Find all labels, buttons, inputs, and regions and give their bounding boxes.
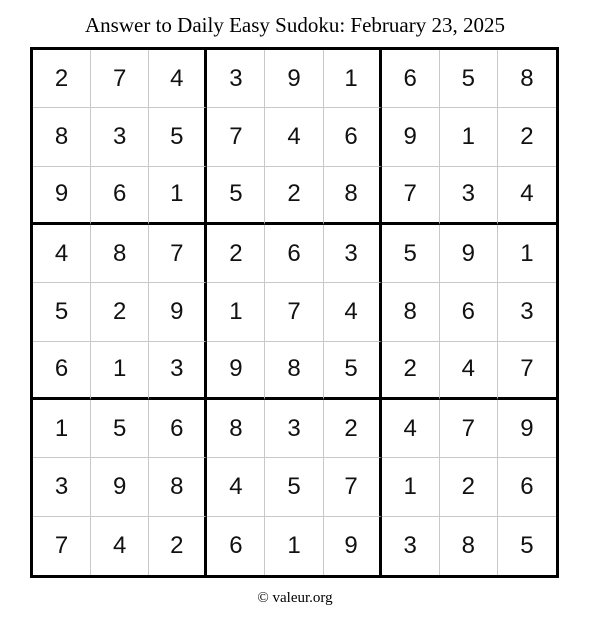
sudoku-cell: 9: [265, 50, 323, 108]
sudoku-cell: 1: [207, 283, 265, 341]
sudoku-cell: 5: [520, 531, 534, 559]
sudoku-cell: 7: [149, 225, 207, 283]
sudoku-cell: 6: [91, 167, 149, 225]
sudoku-cell: 9: [149, 283, 207, 341]
sudoku-cell: 1: [149, 167, 207, 225]
sudoku-cell: 6: [382, 50, 440, 108]
sudoku-cell: 6: [498, 458, 556, 516]
sudoku-cell: 1: [265, 517, 323, 575]
sudoku-cell: 2: [207, 225, 265, 283]
sudoku-cell: 6: [207, 517, 265, 575]
sudoku-cell: 6: [440, 283, 498, 341]
sudoku-cell: 3: [498, 283, 556, 341]
sudoku-cell: 2: [382, 342, 440, 400]
sudoku-cell: 1: [498, 225, 556, 283]
sudoku-cell: 3: [324, 225, 382, 283]
sudoku-cell: 9: [91, 458, 149, 516]
sudoku-cell: 2: [440, 458, 498, 516]
sudoku-cell: 3: [382, 517, 440, 575]
sudoku-cell: 4: [265, 108, 323, 166]
page-title: Answer to Daily Easy Sudoku: February 23, 2025: [85, 13, 505, 37]
sudoku-cell: 9: [207, 342, 265, 400]
sudoku-cell: 5: [91, 400, 149, 458]
sudoku-cell: 7: [382, 167, 440, 225]
sudoku-cell: 7: [33, 517, 91, 575]
sudoku-cell: 2: [149, 517, 207, 575]
sudoku-cell: 1: [91, 342, 149, 400]
sudoku-cell: 4: [382, 400, 440, 458]
copyright-footer: © valeur.org: [257, 590, 333, 606]
sudoku-cell: 7: [324, 458, 382, 516]
sudoku-cell: 8: [33, 108, 91, 166]
sudoku-cell: 9: [324, 517, 382, 575]
sudoku-cell: 2: [324, 400, 382, 458]
sudoku-cell: 1: [440, 108, 498, 166]
sudoku-cell: 3: [207, 50, 265, 108]
sudoku-cell: 7: [265, 283, 323, 341]
sudoku-cell: 6: [33, 342, 91, 400]
sudoku-cell: 8: [265, 342, 323, 400]
sudoku-cell: 8: [498, 50, 556, 108]
sudoku-cell: 5: [149, 108, 207, 166]
sudoku-cell: 4: [324, 283, 382, 341]
sudoku-cell: 9: [382, 108, 440, 166]
sudoku-cell: 5: [33, 283, 91, 341]
sudoku-cell: 9: [440, 225, 498, 283]
sudoku-cell: 9: [33, 167, 91, 225]
sudoku-cell: 8: [207, 400, 265, 458]
sudoku-cell: 8: [91, 225, 149, 283]
sudoku-board: [30, 47, 559, 578]
sudoku-cell: 2: [265, 167, 323, 225]
sudoku-cell: 6: [265, 225, 323, 283]
sudoku-cell: 4: [498, 167, 556, 225]
sudoku-cell: 5: [207, 167, 265, 225]
sudoku-cell: 7: [440, 400, 498, 458]
sudoku-cell: 9: [498, 400, 556, 458]
sudoku-cell: 2: [91, 283, 149, 341]
sudoku-cell: 3: [91, 108, 149, 166]
sudoku-cell: 5: [440, 50, 498, 108]
sudoku-cell: 3: [440, 167, 498, 225]
sudoku-cell: 2: [498, 108, 556, 166]
sudoku-cell: 7: [498, 342, 556, 400]
sudoku-cell: 3: [265, 400, 323, 458]
sudoku-cell: 5: [324, 342, 382, 400]
sudoku-cell: 8: [440, 517, 498, 575]
sudoku-cell: 2: [33, 50, 91, 108]
sudoku-cell: 8: [324, 167, 382, 225]
sudoku-cell: 1: [33, 400, 91, 458]
sudoku-cell: 3: [33, 458, 91, 516]
sudoku-cell: 4: [91, 517, 149, 575]
sudoku-cell: 6: [324, 108, 382, 166]
sudoku-cell: 4: [440, 342, 498, 400]
sudoku-cell: 7: [91, 50, 149, 108]
sudoku-cell: 4: [207, 458, 265, 516]
sudoku-cell: 3: [149, 342, 207, 400]
sudoku-cell: 5: [265, 458, 323, 516]
sudoku-cell: 5: [382, 225, 440, 283]
sudoku-cell: 4: [33, 225, 91, 283]
sudoku-cell: 6: [149, 400, 207, 458]
sudoku-cell: 8: [149, 458, 207, 516]
sudoku-cell: 4: [149, 50, 207, 108]
sudoku-cell: 8: [382, 283, 440, 341]
sudoku-cell: 1: [382, 458, 440, 516]
sudoku-cell: 1: [324, 50, 382, 108]
sudoku-cell: 7: [207, 108, 265, 166]
